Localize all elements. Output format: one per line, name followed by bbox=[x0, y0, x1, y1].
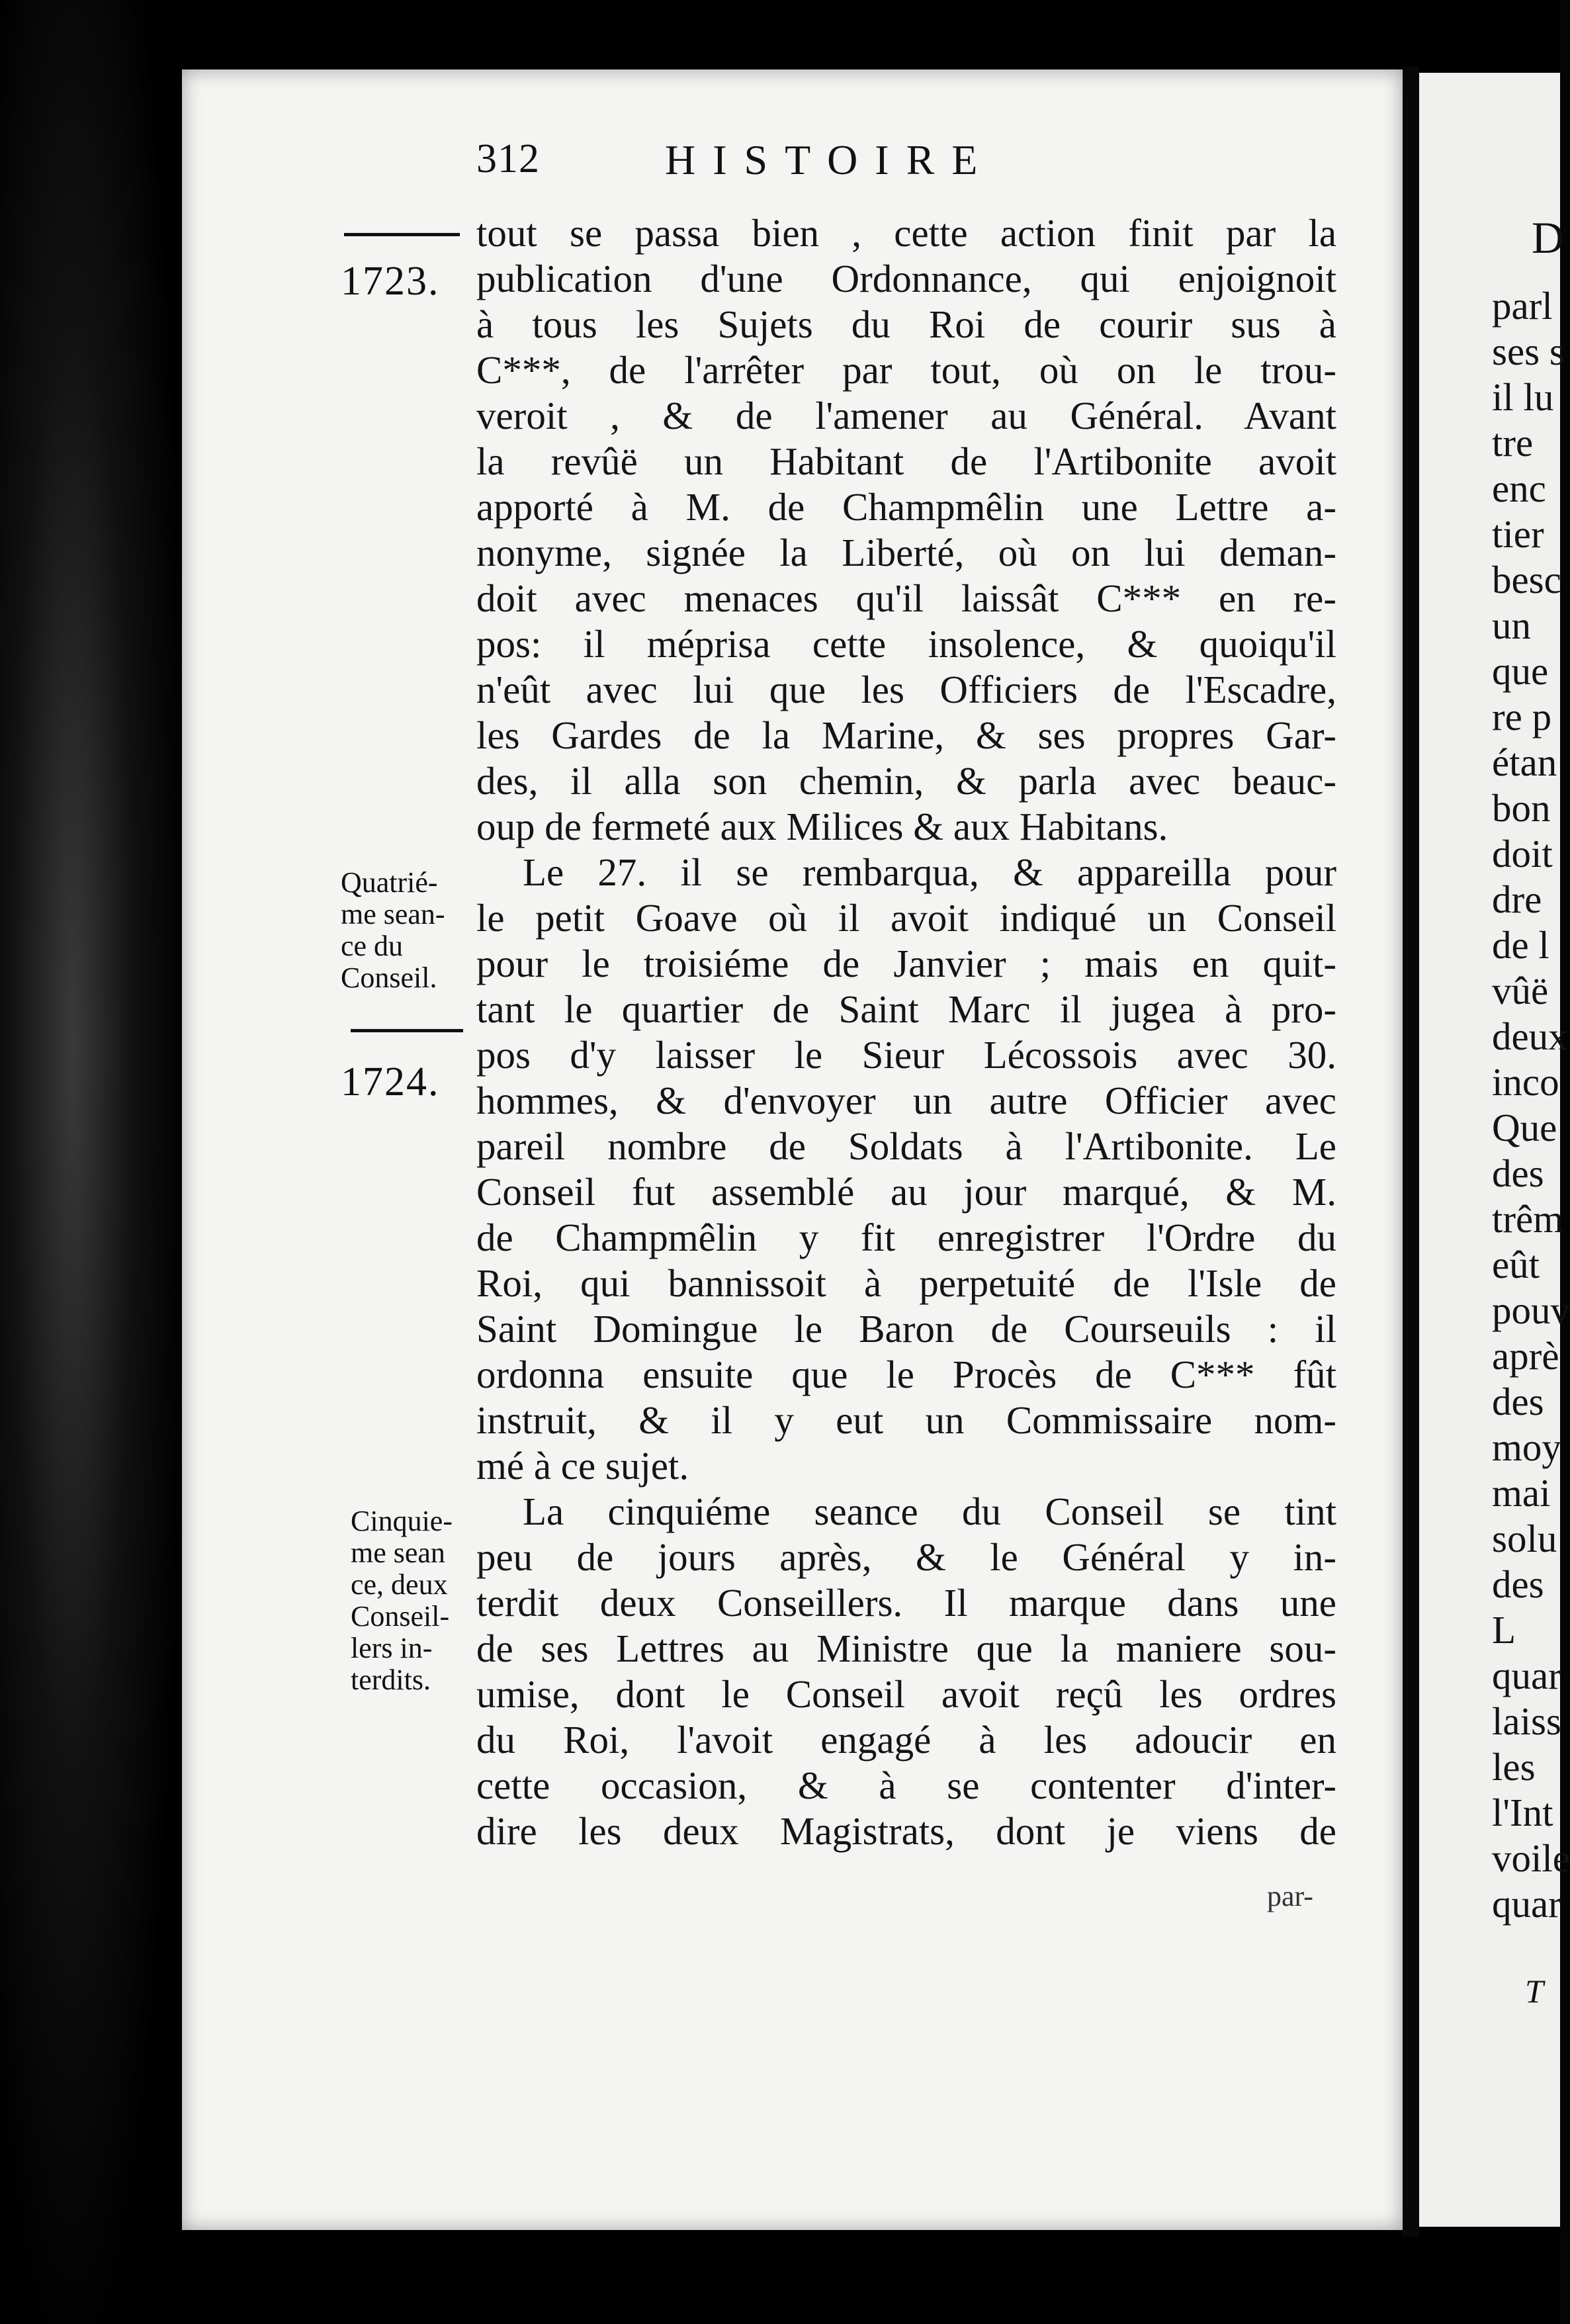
facing-text-line: aprè bbox=[1492, 1334, 1559, 1378]
text-line: Conseil fut assemblé au jour marqué, & M. bbox=[476, 1170, 1336, 1214]
facing-text-line: tre bbox=[1492, 421, 1534, 465]
page-gutter bbox=[1403, 66, 1419, 2237]
text-line: dire les deux Magistrats, dont je viens de bbox=[476, 1809, 1336, 1853]
margin-note-line: Conseil. bbox=[341, 961, 437, 994]
facing-text-line: eût bbox=[1492, 1243, 1540, 1286]
margin-note-line: Cinquie- bbox=[351, 1505, 453, 1537]
text-line: les Gardes de la Marine, & ses propres Gar- bbox=[476, 713, 1336, 757]
text-line: hommes, & d'envoyer un autre Officier avec bbox=[476, 1079, 1336, 1122]
facing-text-line: trêm bbox=[1492, 1197, 1564, 1241]
facing-text-line: étan bbox=[1492, 740, 1557, 784]
margin-year-1723: 1723. bbox=[341, 259, 440, 304]
facing-page-text bbox=[1419, 283, 1570, 1927]
text-line: n'eût avec lui que les Officiers de l'Escadre, bbox=[476, 668, 1336, 711]
margin-note-quatrieme-seance bbox=[341, 867, 466, 994]
facing-text-line: moy bbox=[1492, 1425, 1561, 1469]
page-number: 312 bbox=[476, 136, 540, 181]
margin-rule bbox=[351, 1029, 463, 1032]
facing-text-line: Que bbox=[1492, 1106, 1557, 1149]
facing-text-line: tier bbox=[1492, 512, 1544, 556]
text-line: la revûë un Habitant de l'Artibonite avoit bbox=[476, 439, 1336, 483]
text-line: umise, dont le Conseil avoit reçû les ordres bbox=[476, 1672, 1336, 1716]
facing-text-line: que bbox=[1492, 649, 1549, 693]
facing-text-line: de l bbox=[1492, 923, 1549, 967]
facing-text-line: deux bbox=[1492, 1014, 1568, 1058]
running-title: HISTOIRE bbox=[665, 136, 995, 183]
text-line: apporté à M. de Champmêlin une Lettre a- bbox=[476, 485, 1336, 529]
text-line: ordonna ensuite que le Procès de C*** fût bbox=[476, 1353, 1336, 1396]
text-line: C***, de l'arrêter par tout, où on le trou- bbox=[476, 348, 1336, 392]
facing-text-line: parl bbox=[1492, 284, 1553, 328]
margin-note-line: lers in- bbox=[351, 1632, 433, 1664]
margin-note-line: terdits. bbox=[351, 1664, 431, 1696]
facing-text-line: besc bbox=[1492, 558, 1561, 602]
text-line: le petit Goave où il avoit indiqué un Conseil bbox=[476, 896, 1336, 940]
facing-page bbox=[1419, 73, 1570, 2227]
catchword: par- bbox=[1267, 1880, 1313, 1912]
text-line: Roi, qui bannissoit à perpetuité de l'Isle de bbox=[476, 1261, 1336, 1305]
text-line: cette occasion, & à se contenter d'inter- bbox=[476, 1764, 1336, 1807]
text-line: à tous les Sujets du Roi de courir sus à bbox=[476, 302, 1336, 346]
facing-text-line: enc bbox=[1492, 467, 1546, 510]
text-line: La cinquiéme seance du Conseil se tint bbox=[523, 1490, 1336, 1533]
facing-page-catchword: T bbox=[1525, 1973, 1544, 2010]
text-line: Saint Domingue le Baron de Courseuils : il bbox=[476, 1307, 1336, 1351]
facing-text-line: des bbox=[1492, 1151, 1544, 1195]
facing-text-line: les bbox=[1492, 1745, 1536, 1789]
facing-text-line: solu bbox=[1492, 1517, 1557, 1560]
facing-text-line: laiss bbox=[1492, 1699, 1561, 1743]
facing-text-line: des bbox=[1492, 1562, 1544, 1606]
facing-text-line: des bbox=[1492, 1380, 1544, 1423]
text-line: Le 27. il se rembarqua, & appareilla pour bbox=[523, 850, 1336, 894]
facing-text-line: il lu bbox=[1492, 375, 1554, 419]
facing-text-line: quar bbox=[1492, 1654, 1561, 1697]
text-line: du Roi, l'avoit engagé à les adoucir en bbox=[476, 1718, 1336, 1762]
text-line: terdit deux Conseillers. Il marque dans une bbox=[476, 1581, 1336, 1625]
facing-text-line: L bbox=[1492, 1608, 1516, 1652]
facing-page-header: D bbox=[1532, 212, 1565, 263]
text-line: veroit , & de l'amener au Général. Avant bbox=[476, 394, 1336, 437]
margin-note-line: ce du bbox=[341, 930, 404, 962]
book-edge bbox=[0, 0, 182, 2324]
facing-text-line: inco bbox=[1492, 1060, 1559, 1104]
text-line: de Champmêlin y fit enregistrer l'Ordre du bbox=[476, 1216, 1336, 1259]
facing-text-line: vûë bbox=[1492, 969, 1549, 1012]
margin-rule bbox=[344, 233, 460, 236]
text-line: instruit, & il y eut un Commissaire nom- bbox=[476, 1398, 1336, 1442]
text-line: publication d'une Ordonnance, qui enjoignoit bbox=[476, 257, 1336, 300]
text-line: pos: il méprisa cette insolence, & quoiqu'il bbox=[476, 622, 1336, 666]
text-line: mé à ce sujet. bbox=[476, 1444, 689, 1488]
margin-note-cinquieme-seance bbox=[351, 1505, 476, 1696]
text-line: tant le quartier de Saint Marc il jugea à pro- bbox=[476, 987, 1336, 1031]
facing-text-line: l'Int bbox=[1492, 1791, 1553, 1834]
text-line: tout se passa bien , cette action finit par la bbox=[476, 211, 1336, 255]
body-text bbox=[476, 210, 1336, 1854]
facing-text-line: re p bbox=[1492, 695, 1552, 738]
facing-text-line: bon bbox=[1492, 786, 1551, 830]
facing-text-line: ses s bbox=[1492, 330, 1565, 373]
margin-note-line: Conseil- bbox=[351, 1600, 450, 1632]
facing-text-line: voile bbox=[1492, 1836, 1570, 1880]
text-line: doit avec menaces qu'il laissât C*** en re- bbox=[476, 576, 1336, 620]
margin-year-1724: 1724. bbox=[341, 1059, 440, 1104]
margin-note-line: me sean- bbox=[341, 898, 445, 930]
text-line: pareil nombre de Soldats à l'Artibonite. Le bbox=[476, 1124, 1336, 1168]
text-line: peu de jours après, & le Général y in- bbox=[476, 1535, 1336, 1579]
facing-text-line: mai bbox=[1492, 1471, 1551, 1515]
text-line: des, il alla son chemin, & parla avec beauc- bbox=[476, 759, 1336, 803]
text-line: pour le troisiéme de Janvier ; mais en quit- bbox=[476, 942, 1336, 985]
facing-text-line: quar bbox=[1492, 1882, 1561, 1926]
facing-text-line: dre bbox=[1492, 877, 1542, 921]
text-line: nonyme, signée la Liberté, où on lui deman- bbox=[476, 531, 1336, 574]
margin-note-line: ce, deux bbox=[351, 1568, 448, 1601]
margin-note-line: Quatrié- bbox=[341, 866, 438, 899]
facing-text-line: un bbox=[1492, 603, 1531, 647]
text-line: oup de fermeté aux Milices & aux Habitans. bbox=[476, 805, 1168, 848]
margin-note-line: me sean bbox=[351, 1537, 445, 1569]
facing-text-line: doit bbox=[1492, 832, 1553, 875]
page-header bbox=[476, 136, 1350, 195]
text-line: de ses Lettres au Ministre que la maniere sou- bbox=[476, 1627, 1336, 1670]
text-line: pos d'y laisser le Sieur Lécossois avec 30. bbox=[476, 1033, 1336, 1077]
facing-text-line: pouv bbox=[1492, 1288, 1570, 1332]
